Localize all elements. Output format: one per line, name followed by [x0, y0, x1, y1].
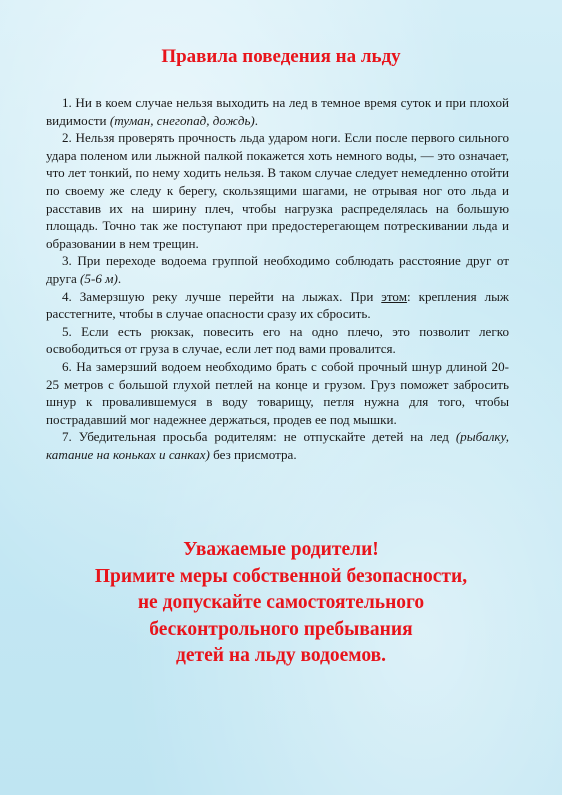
rule-text: 1. Ни в коем случае нельзя выходить на лед в темное время суток и при плохой видимости — [46, 95, 509, 128]
rule-2: 2. Нельзя проверять прочность льда ударом ноги. Если после первого сильного удара поленом или лыжной палкой покажется хоть немного воды, — это означает, что лет тонкий, по нему ходить нельзя. В таком случае следует немедленно отойти по своему же следу к берегу, скользящими шагами, не отрывая ног ото льда и расставив их на ширину плеч, чтобы нагрузка распределялась на большую площадь. Точно так же поступают при предостерегающем потрескивании льда и образовании в нем трещин. — [46, 130, 509, 251]
rule-underlined-word: этом — [381, 288, 408, 304]
rule-tail: без присмотра. — [209, 446, 297, 462]
rule-7 — [46, 428, 509, 463]
appeal-line: не допускайте самостоятельного — [137, 592, 425, 614]
rule-3 — [46, 252, 509, 287]
rule-4 — [46, 288, 509, 323]
rule-6: 6. На замерзший водоем необходимо брать с собой прочный шнур длиной 20-25 метров с большой глухой петлей на конце и грузом. Груз поможет забросить шнур к провалившемуся в воду товарищу, петля нужна для того, чтобы пострадавший мог надежнее держаться, продев ее под мышки. — [46, 358, 509, 427]
appeal-line: Уважаемые родители! — [183, 539, 379, 560]
rule-tail: . — [254, 112, 259, 128]
rule-1 — [46, 94, 509, 129]
rule-italic: (5-6 м) — [80, 270, 118, 286]
rule-text: : крепления лыж расстегните, чтобы в случае опасности сразу их сбросить. — [46, 288, 509, 322]
appeal-line: Примите меры собственной безопасности, — [94, 565, 468, 587]
parents-appeal — [0, 537, 562, 670]
appeal-line: детей на льду водоемов. — [175, 645, 386, 667]
rule-italic: (туман, снегопад, дождь) — [109, 112, 255, 128]
rule-italic: (рыбалку, катание на коньках и санках) — [46, 429, 509, 462]
rule-5: 5. Если есть рюкзак, повесить его на одно плечо, это позволит легко освободиться от груза в случае, если лет под вами провалится. — [46, 323, 509, 357]
appeal-line: бесконтрольного пребывания — [149, 618, 413, 640]
rule-text: 7. Убедительная просьба родителям: не отпускайте детей на лед — [62, 429, 456, 445]
rules-list — [46, 94, 509, 463]
page-title: Правила поведения на льду — [161, 46, 401, 67]
rule-text: 4. Замерзшую реку лучше перейти на лыжах. При — [62, 288, 382, 304]
rule-text: 3. При переходе водоема группой необходимо соблюдать расстояние друг от друга — [46, 253, 509, 286]
rule-tail: . — [117, 270, 122, 286]
